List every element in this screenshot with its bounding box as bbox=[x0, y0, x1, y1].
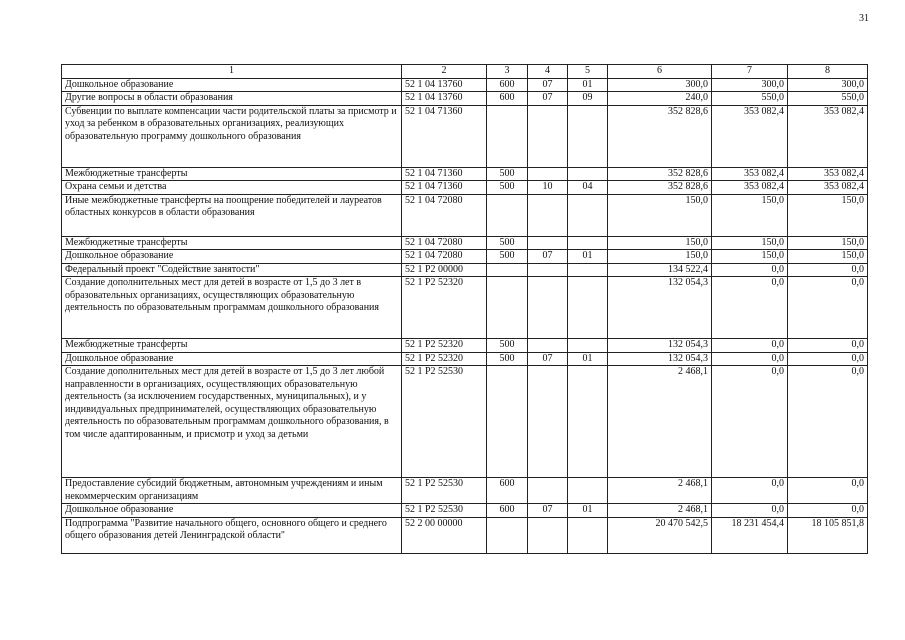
row-col4: 07 bbox=[528, 78, 568, 92]
row-value-6: 352 828,6 bbox=[608, 181, 712, 195]
row-value-7: 0,0 bbox=[712, 478, 788, 504]
row-code: 52 1 04 71360 bbox=[402, 167, 487, 181]
row-value-7: 0,0 bbox=[712, 339, 788, 353]
row-name: Охрана семьи и детства bbox=[62, 181, 402, 195]
row-value-7: 0,0 bbox=[712, 263, 788, 277]
row-code: 52 1 04 13760 bbox=[402, 92, 487, 106]
col-header-5: 5 bbox=[568, 65, 608, 79]
row-col4: 10 bbox=[528, 181, 568, 195]
row-value-6: 150,0 bbox=[608, 194, 712, 236]
row-col4 bbox=[528, 167, 568, 181]
row-col4 bbox=[528, 478, 568, 504]
col-header-7: 7 bbox=[712, 65, 788, 79]
table-row bbox=[62, 263, 868, 277]
row-value-8: 150,0 bbox=[788, 194, 868, 236]
row-value-6: 2 468,1 bbox=[608, 504, 712, 518]
row-value-7: 18 231 454,4 bbox=[712, 517, 788, 553]
row-col3 bbox=[487, 366, 528, 478]
row-value-7: 353 082,4 bbox=[712, 167, 788, 181]
row-col5 bbox=[568, 517, 608, 553]
row-code: 52 1 P2 52530 bbox=[402, 504, 487, 518]
row-col3: 500 bbox=[487, 250, 528, 264]
row-col3 bbox=[487, 517, 528, 553]
table-row bbox=[62, 478, 868, 504]
row-col5 bbox=[568, 194, 608, 236]
table-row bbox=[62, 236, 868, 250]
table-row bbox=[62, 352, 868, 366]
col-header-1: 1 bbox=[62, 65, 402, 79]
row-value-8: 0,0 bbox=[788, 277, 868, 339]
row-name: Иные межбюджетные трансферты на поощрение победителей и лауреатов областных конкурсов в области образования bbox=[62, 194, 402, 236]
row-value-8: 300,0 bbox=[788, 78, 868, 92]
col-header-3: 3 bbox=[487, 65, 528, 79]
table-row bbox=[62, 105, 868, 167]
row-col4 bbox=[528, 366, 568, 478]
row-col4 bbox=[528, 105, 568, 167]
row-col5 bbox=[568, 277, 608, 339]
row-value-8: 0,0 bbox=[788, 263, 868, 277]
row-name: Подпрограмма "Развитие начального общего, основного общего и среднего общего образования детей Ленинградской области" bbox=[62, 517, 402, 553]
row-col4 bbox=[528, 277, 568, 339]
row-code: 52 1 04 71360 bbox=[402, 105, 487, 167]
row-value-7: 0,0 bbox=[712, 504, 788, 518]
row-value-6: 240,0 bbox=[608, 92, 712, 106]
row-name: Дошкольное образование bbox=[62, 504, 402, 518]
table-row bbox=[62, 517, 868, 553]
table-row bbox=[62, 277, 868, 339]
row-value-8: 353 082,4 bbox=[788, 167, 868, 181]
row-col4: 07 bbox=[528, 504, 568, 518]
row-value-7: 0,0 bbox=[712, 352, 788, 366]
row-code: 52 1 P2 52530 bbox=[402, 366, 487, 478]
col-header-6: 6 bbox=[608, 65, 712, 79]
row-value-6: 300,0 bbox=[608, 78, 712, 92]
row-value-7: 150,0 bbox=[712, 194, 788, 236]
row-code: 52 1 04 72080 bbox=[402, 236, 487, 250]
row-value-7: 353 082,4 bbox=[712, 181, 788, 195]
row-col3 bbox=[487, 194, 528, 236]
col-header-4: 4 bbox=[528, 65, 568, 79]
row-name: Создание дополнительных мест для детей в возрасте от 1,5 до 3 лет в образовательных организациях, осуществляющих образовательную деятельность по образовательным программам дошкольного образования bbox=[62, 277, 402, 339]
row-col5: 01 bbox=[568, 352, 608, 366]
row-value-7: 150,0 bbox=[712, 236, 788, 250]
row-value-6: 150,0 bbox=[608, 236, 712, 250]
row-value-6: 20 470 542,5 bbox=[608, 517, 712, 553]
row-col3: 500 bbox=[487, 352, 528, 366]
page-number: 31 bbox=[859, 13, 869, 24]
col-header-2: 2 bbox=[402, 65, 487, 79]
row-value-8: 353 082,4 bbox=[788, 181, 868, 195]
row-col3: 500 bbox=[487, 339, 528, 353]
row-col3: 600 bbox=[487, 504, 528, 518]
row-col5 bbox=[568, 105, 608, 167]
row-col5: 01 bbox=[568, 250, 608, 264]
row-value-7: 300,0 bbox=[712, 78, 788, 92]
row-value-8: 150,0 bbox=[788, 250, 868, 264]
row-value-7: 0,0 bbox=[712, 277, 788, 339]
row-code: 52 1 P2 00000 bbox=[402, 263, 487, 277]
row-col5 bbox=[568, 366, 608, 478]
row-name: Другие вопросы в области образования bbox=[62, 92, 402, 106]
row-code: 52 1 P2 52530 bbox=[402, 478, 487, 504]
row-value-8: 18 105 851,8 bbox=[788, 517, 868, 553]
table-row bbox=[62, 78, 868, 92]
row-value-6: 150,0 bbox=[608, 250, 712, 264]
row-col3: 600 bbox=[487, 78, 528, 92]
row-value-8: 0,0 bbox=[788, 366, 868, 478]
row-value-8: 0,0 bbox=[788, 504, 868, 518]
col-header-8: 8 bbox=[788, 65, 868, 79]
table-row bbox=[62, 250, 868, 264]
row-value-8: 353 082,4 bbox=[788, 105, 868, 167]
row-value-7: 150,0 bbox=[712, 250, 788, 264]
row-col5 bbox=[568, 167, 608, 181]
row-code: 52 1 P2 52320 bbox=[402, 277, 487, 339]
row-col5: 01 bbox=[568, 78, 608, 92]
table-row bbox=[62, 339, 868, 353]
table-row bbox=[62, 167, 868, 181]
row-col5: 04 bbox=[568, 181, 608, 195]
row-value-6: 134 522,4 bbox=[608, 263, 712, 277]
table-row bbox=[62, 504, 868, 518]
row-col3 bbox=[487, 263, 528, 277]
row-col3: 600 bbox=[487, 92, 528, 106]
row-name: Межбюджетные трансферты bbox=[62, 236, 402, 250]
table-row bbox=[62, 194, 868, 236]
row-name: Межбюджетные трансферты bbox=[62, 339, 402, 353]
row-col4: 07 bbox=[528, 250, 568, 264]
row-value-8: 0,0 bbox=[788, 352, 868, 366]
row-value-6: 132 054,3 bbox=[608, 339, 712, 353]
row-value-6: 2 468,1 bbox=[608, 478, 712, 504]
row-code: 52 1 P2 52320 bbox=[402, 352, 487, 366]
row-value-7: 550,0 bbox=[712, 92, 788, 106]
header-row bbox=[62, 65, 868, 79]
row-value-8: 0,0 bbox=[788, 478, 868, 504]
row-value-8: 150,0 bbox=[788, 236, 868, 250]
row-col5 bbox=[568, 263, 608, 277]
row-value-6: 132 054,3 bbox=[608, 352, 712, 366]
row-name: Субвенции по выплате компенсации части родительской платы за присмотр и уход за ребенком в образовательных организациях, реализующих образовательную программу дошкольного образования bbox=[62, 105, 402, 167]
row-code: 52 1 04 72080 bbox=[402, 250, 487, 264]
row-code: 52 1 P2 52320 bbox=[402, 339, 487, 353]
row-name: Межбюджетные трансферты bbox=[62, 167, 402, 181]
row-value-6: 352 828,6 bbox=[608, 105, 712, 167]
row-value-8: 550,0 bbox=[788, 92, 868, 106]
row-col4: 07 bbox=[528, 352, 568, 366]
row-value-7: 0,0 bbox=[712, 366, 788, 478]
table-row bbox=[62, 366, 868, 478]
row-col5: 01 bbox=[568, 504, 608, 518]
row-col4 bbox=[528, 236, 568, 250]
row-value-6: 132 054,3 bbox=[608, 277, 712, 339]
row-col5: 09 bbox=[568, 92, 608, 106]
row-code: 52 2 00 00000 bbox=[402, 517, 487, 553]
row-code: 52 1 04 72080 bbox=[402, 194, 487, 236]
row-col4 bbox=[528, 339, 568, 353]
row-col5 bbox=[568, 478, 608, 504]
row-name: Федеральный проект "Содействие занятости" bbox=[62, 263, 402, 277]
row-col5 bbox=[568, 339, 608, 353]
row-code: 52 1 04 71360 bbox=[402, 181, 487, 195]
row-col3: 600 bbox=[487, 478, 528, 504]
row-value-7: 353 082,4 bbox=[712, 105, 788, 167]
table-row bbox=[62, 181, 868, 195]
row-name: Предоставление субсидий бюджетным, автономным учреждениям и иным некоммерческим организациям bbox=[62, 478, 402, 504]
row-col3: 500 bbox=[487, 236, 528, 250]
row-name: Дошкольное образование bbox=[62, 250, 402, 264]
row-value-8: 0,0 bbox=[788, 339, 868, 353]
row-col3 bbox=[487, 105, 528, 167]
row-col5 bbox=[568, 236, 608, 250]
row-col3: 500 bbox=[487, 167, 528, 181]
table-body bbox=[62, 78, 868, 553]
row-code: 52 1 04 13760 bbox=[402, 78, 487, 92]
row-col4 bbox=[528, 194, 568, 236]
budget-table bbox=[61, 64, 868, 554]
row-name: Дошкольное образование bbox=[62, 78, 402, 92]
row-col4: 07 bbox=[528, 92, 568, 106]
row-col4 bbox=[528, 517, 568, 553]
row-value-6: 352 828,6 bbox=[608, 167, 712, 181]
row-name: Дошкольное образование bbox=[62, 352, 402, 366]
table-row bbox=[62, 92, 868, 106]
row-col3 bbox=[487, 277, 528, 339]
row-name: Создание дополнительных мест для детей в возрасте от 1,5 до 3 лет любой направленности в организациях, осуществляющих образовательную деятельность (за исключением государственных, муниципальных), и у индивидуальных предпринимателей, осуществляющих образовательную деятельность по образовательным программам дошкольного образования, в том числе адаптированным, и присмотр и уход за детьми bbox=[62, 366, 402, 478]
row-col4 bbox=[528, 263, 568, 277]
row-value-6: 2 468,1 bbox=[608, 366, 712, 478]
row-col3: 500 bbox=[487, 181, 528, 195]
